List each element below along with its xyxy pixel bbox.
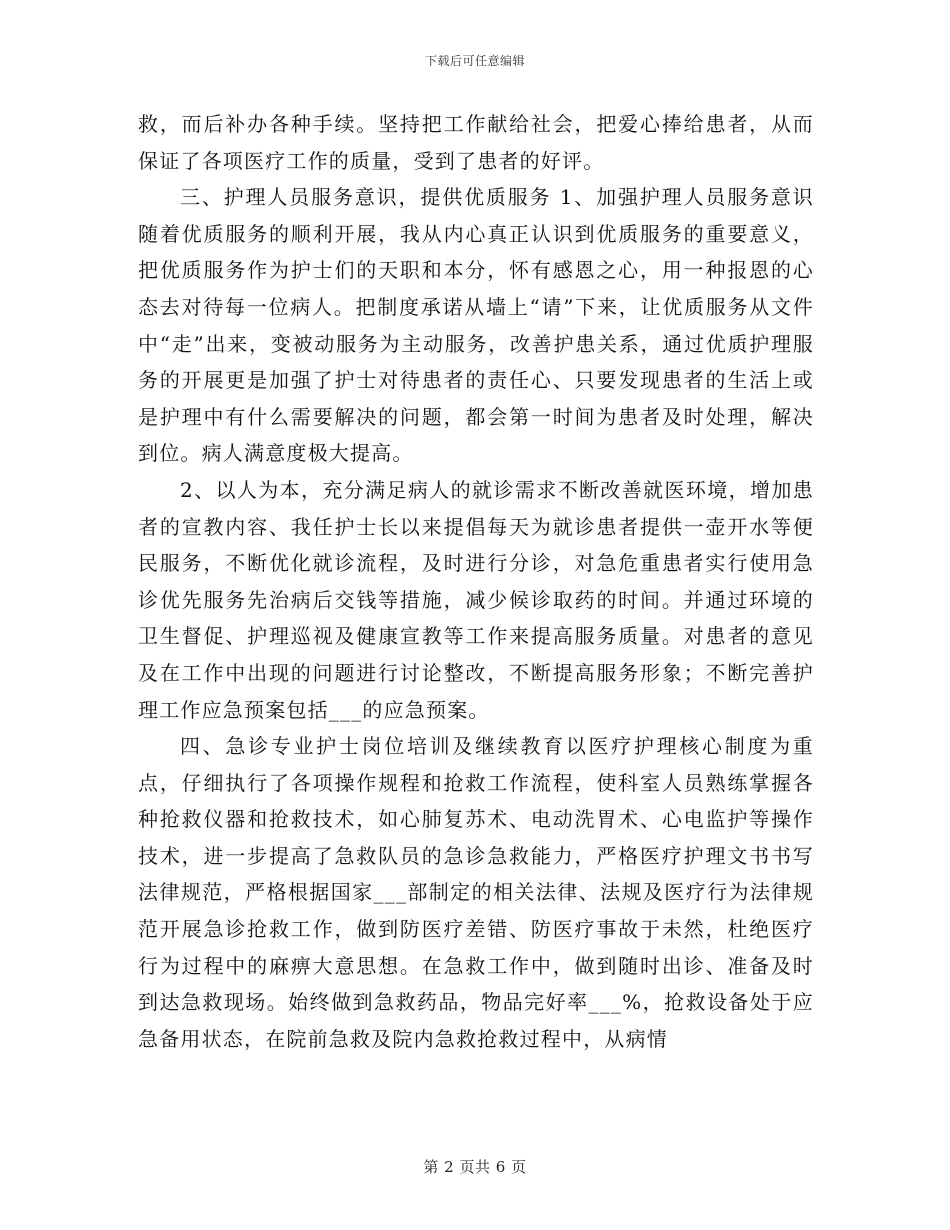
page-header: 下载后可任意编辑: [424, 54, 525, 68]
paragraph-1: 救，而后补办各种手续。坚持把工作献给社会，把爱心捧给患者，从而保证了各项医疗工作的质量，受到了患者的好评。: [138, 112, 814, 173]
page-number: 第 2 页共 6 页: [423, 1158, 527, 1176]
paragraph-2: 三、护理人员服务意识，提供优质服务 1、加强护理人员服务意识随着优质服务的顺利开展，我从内心真正认识到优质服务的重要意义，把优质服务作为护士们的天职和本分，怀有感恩之心，用一种报恩的心态去对待每一位病人。把制度承诺从墙上“请”下来，让优质服务从文件中“走”出来，变被动服务为主动服务，改善护患关系，通过优质护理服务的开展更是加强了护士对待患者的责任心、只要发现患者的生活上或是护理中有什么需要解决的问题，都会第一时间为患者及时处理，解决到位。病人满意度极大提高。: [138, 185, 814, 466]
document-body: [138, 106, 814, 1057]
paragraph-3: 2、以人为本，充分满足病人的就诊需求不断改善就医环境，增加患者的宣教内容、我任护士长以来提倡每天为就诊患者提供一壶开水等便民服务，不断优化就诊流程，及时进行分诊，对急危重患者实行使用急诊优先服务先治病后交钱等措施，减少候诊取药的时间。并通过环境的卫生督促、护理巡视及健康宣教等工作来提高服务质量。对患者的意见及在工作中出现的问题进行讨论整改，不断提高服务形象；不断完善护理工作应急预案包括___的应急预案。: [138, 477, 814, 722]
paragraph-4: 四、急诊专业护士岗位培训及继续教育以医疗护理核心制度为重点，仔细执行了各项操作规程和抢救工作流程，使科室人员熟练掌握各种抢救仪器和抢救技术，如心肺复苏术、电动洗胃术、心电监护等操作技术，进一步提高了急救队员的急诊急救能力，严格医疗护理文书书写法律规范，严格根据国家___部制定的相关法律、法规及医疗行为法律规范开展急诊抢救工作，做到防医疗差错、防医疗事故于未然，杜绝医疗行为过程中的麻痹大意思想。在急救工作中，做到随时出诊、准备及时到达急救现场。始终做到急救药品，物品完好率___%，抢救设备处于应急备用状态，在院前急救及院内急救抢救过程中，从病情: [138, 734, 814, 1051]
